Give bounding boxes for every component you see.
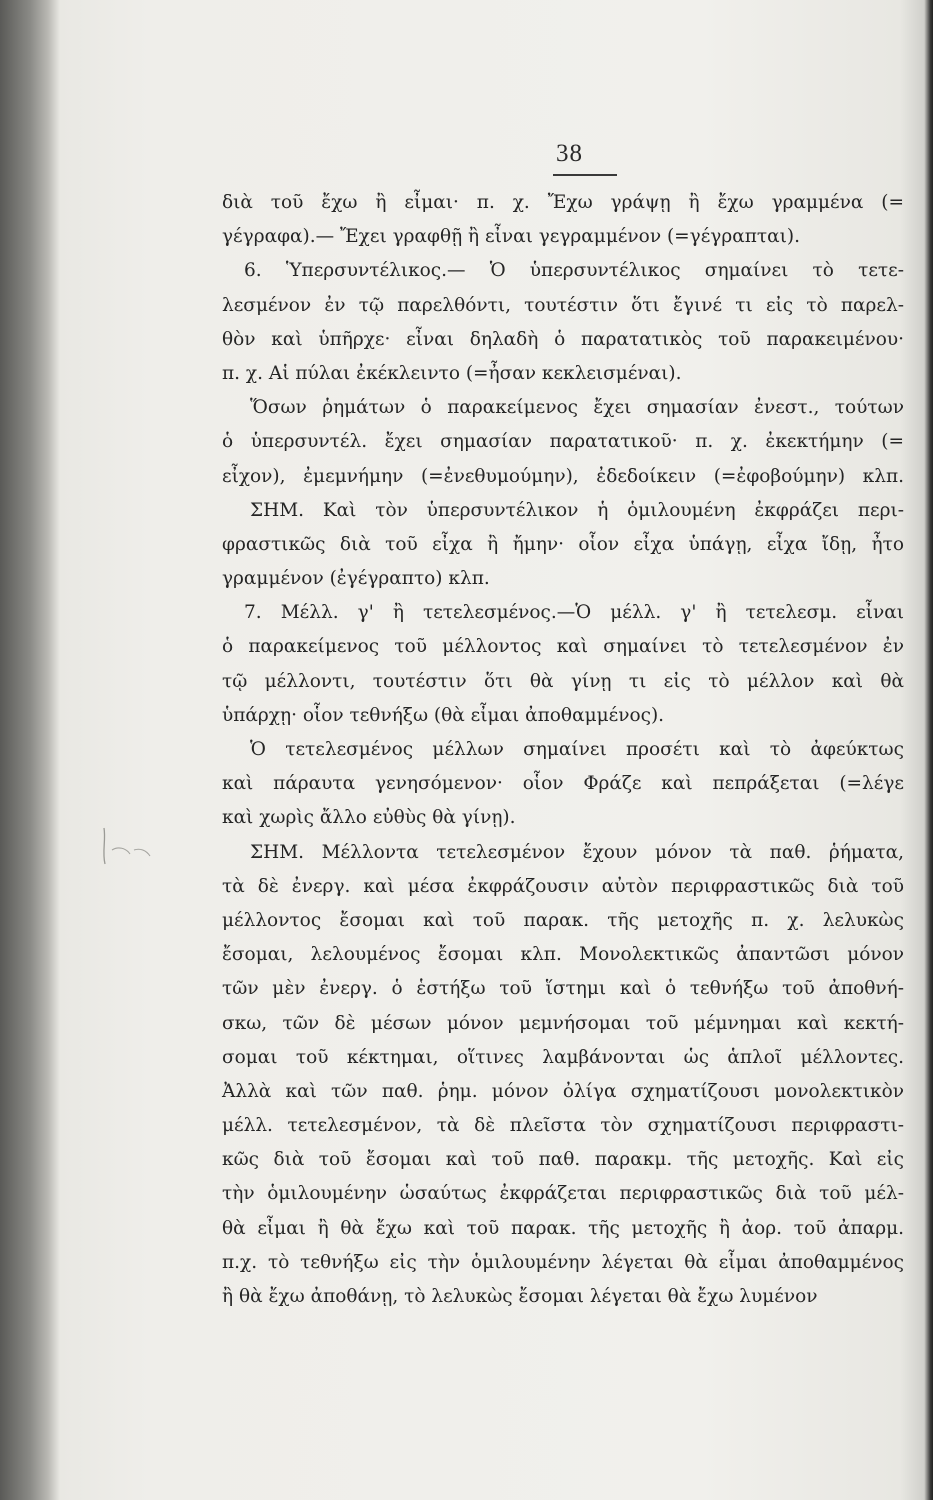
text-line: τῶν μὲν ἐνεργ. ὁ ἑστήξω τοῦ ἵστημι καὶ ὁ τεθνήξω τοῦ ἀποθνή- <box>222 978 904 1000</box>
text-line: ὁ ὑπερσυντέλ. ἔχει σημασίαν παρατατικοῦ· π. χ. ἐκεκτήμην (= <box>222 431 904 453</box>
text-line: ἢ θὰ ἔχω ἀποθάνῃ, τὸ λελυκὼς ἔσομαι λέγεται θὰ ἔχω λυμένον <box>222 1286 818 1307</box>
text-line: π.χ. τὸ τεθνήξω εἰς τὴν ὁμιλουμένην λέγεται θὰ εἶμαι ἀποθαμμένος <box>222 1251 904 1273</box>
note-line: ΣΗΜ. Καὶ τὸν ὑπερσυντέλικον ἡ ὁμιλουμένη ἐκφράζει περι- <box>250 499 904 521</box>
text-line: ὑπάρχῃ· οἷον τεθνήξω (θὰ εἶμαι ἀποθαμμένος). <box>222 704 665 726</box>
page-number: 38 <box>556 140 583 167</box>
text-line: Ὅσων ῥημάτων ὁ παρακείμενος ἔχει σημασίαν ἐνεστ., τούτων <box>250 397 904 419</box>
text-line: ὁ παρακείμενος τοῦ μέλλοντος καὶ σημαίνει τὸ τετελεσμένον ἐν <box>222 636 904 658</box>
note-line: ΣΗΜ. Μέλλοντα τετελεσμένον ἔχουν μόνον τὰ παθ. ῥήματα, <box>250 841 904 863</box>
text-line: διὰ τοῦ ἔχω ἢ εἶμαι· π. χ. Ἔχω γράψῃ ἢ ἔχω γραμμένα (= <box>222 192 904 213</box>
margin-pencil-mark <box>96 820 156 870</box>
text-line: τῷ μέλλοντι, τουτέστιν ὅτι θὰ γίνῃ τι εἰς τὸ μέλλον καὶ θὰ <box>222 670 904 692</box>
text-line: καὶ πάραυτα γενησόμενον· οἷον Φράζε καὶ πεπράξεται (=λέγε <box>222 773 904 795</box>
text-line: π. χ. Αἱ πύλαι ἐκέκλειντο (=ἦσαν κεκλεισμέναι). <box>222 362 682 384</box>
text-line: Ἀλλὰ καὶ τῶν παθ. ῥημ. μόνον ὀλίγα σχηματίζουσι μονολεκτικὸν <box>222 1080 904 1102</box>
text-line: τὰ δὲ ἐνεργ. καὶ μέσα ἐκφράζουσιν αὐτὸν περιφραστικῶς διὰ τοῦ <box>222 875 904 897</box>
text-line: καὶ χωρὶς ἄλλο εὐθὺς θὰ γίνῃ). <box>222 807 516 829</box>
text-line: σομαι τοῦ κέκτημαι, οἵτινες λαμβάνονται ὡς ἁπλοῖ μέλλοντες. <box>222 1046 904 1068</box>
text-line: θὸν καὶ ὑπῆρχε· εἶναι δηλαδὴ ὁ παρατατικὸς τοῦ παρακειμένου· <box>222 328 904 350</box>
text-line: μέλλ. τετελεσμένον, τὰ δὲ πλεῖστα τὸν σχηματίζουσι περιφραστι- <box>222 1115 904 1137</box>
text-line: εἶχον), ἐμεμνήμην (=ἐνεθυμούμην), ἐδεδοίκειν (=ἐφοβούμην) κλπ. <box>222 465 904 487</box>
page-edge-shadow <box>924 0 933 1500</box>
text-line: μέλλοντος ἔσομαι καὶ τοῦ παρακ. τῆς μετοχῆς π. χ. λελυκὼς <box>222 909 904 931</box>
section-heading-line: 7. Μέλλ. γ' ἢ τετελεσμένος.—Ὁ μέλλ. γ' ἢ τετελεσμ. εἶναι <box>244 602 904 624</box>
text-line: θὰ εἶμαι ἢ θὰ ἔχω καὶ τοῦ παρακ. τῆς μετοχῆς ἢ ἀορ. τοῦ ἀπαρμ. <box>222 1217 904 1239</box>
text-line: ἔσομαι, λελουμένος ἔσομαι κλπ. Μονολεκτικῶς ἀπαντῶσι μόνον <box>222 944 904 966</box>
section-heading-line: 6. Ὑπερσυντέλικος.— Ὁ ὑπερσυντέλικος σημαίνει τὸ τετε- <box>244 260 904 282</box>
text-line: γέγραφα).— Ἔχει γραφθῇ ἢ εἶναι γεγραμμένον (=γέγραπται). <box>222 226 800 248</box>
text-line: λεσμένον ἐν τῷ παρελθόντι, τουτέστιν ὅτι ἔγινέ τι εἰς τὸ παρελ- <box>222 294 904 316</box>
text-line: γραμμένον (ἐγέγραπτο) κλπ. <box>222 568 490 590</box>
text-line: φραστικῶς διὰ τοῦ εἶχα ἢ ἤμην· οἷον εἶχα ὑπάγῃ, εἶχα ἴδῃ, ἦτο <box>222 533 904 555</box>
text-line: κῶς διὰ τοῦ ἔσομαι καὶ τοῦ παθ. παρακμ. τῆς μετοχῆς. Καὶ εἰς <box>222 1149 904 1171</box>
page-body <box>222 186 904 1314</box>
text-line: Ὁ τετελεσμένος μέλλων σημαίνει προσέτι καὶ τὸ ἀφεύκτως <box>250 739 904 760</box>
text-line: σκω, τῶν δὲ μέσων μόνον μεμνήσομαι τοῦ μέμνημαι καὶ κεκτή- <box>222 1012 904 1034</box>
text-line: τὴν ὁμιλουμένην ὡσαύτως ἐκφράζεται περιφραστικῶς διὰ τοῦ μέλ- <box>222 1183 904 1205</box>
page-number-rule <box>553 174 617 176</box>
